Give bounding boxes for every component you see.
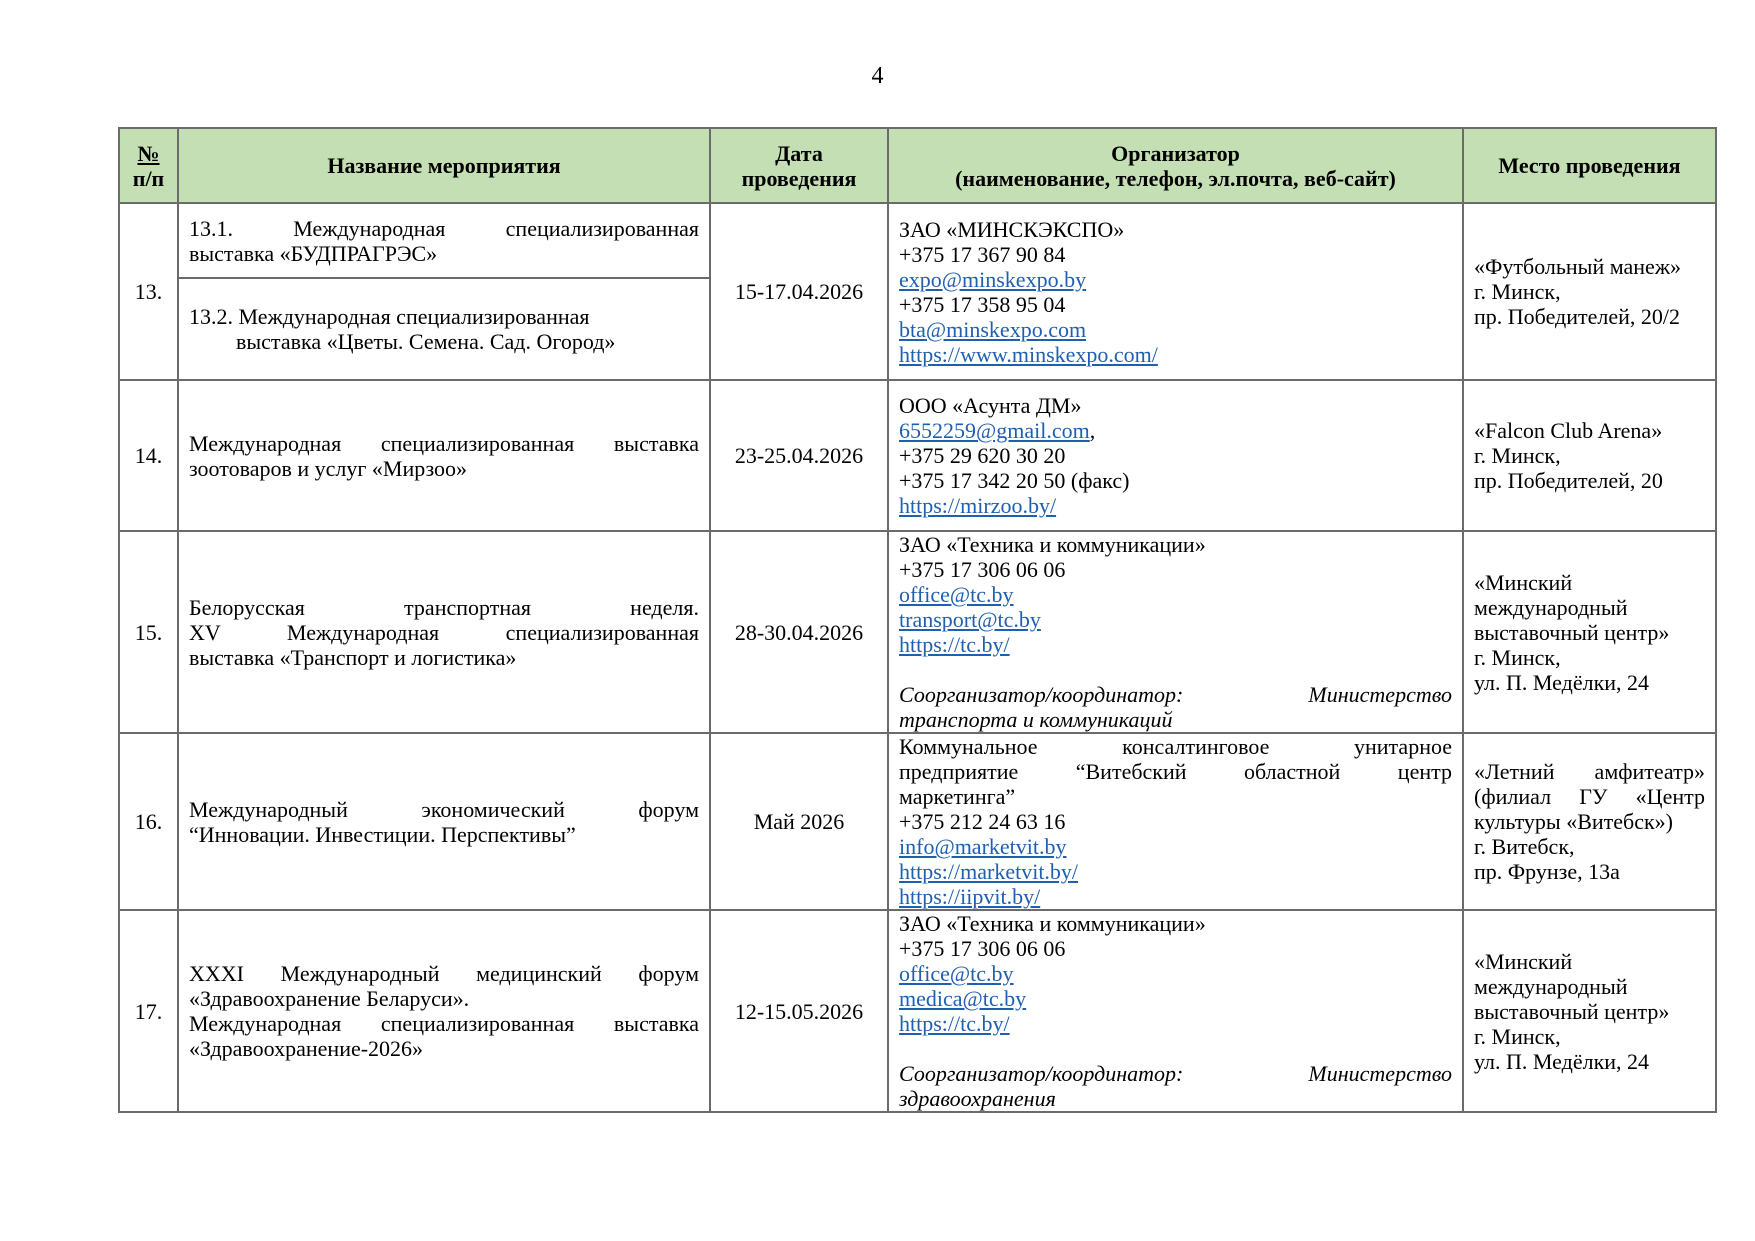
organizer-phone: +375 29 620 30 20 [899, 443, 1066, 468]
header-date-line2: проведения [741, 165, 857, 191]
place-line: «Минский [1474, 948, 1573, 974]
organizer-cell [888, 910, 1463, 1112]
table-row [119, 910, 1716, 1112]
place-line: пр. Фрунзе, 13а [1474, 859, 1620, 884]
table-row [119, 733, 1716, 910]
place-line: «Falcon Club Arena» [1474, 418, 1663, 443]
coorganizer-line: Соорганизатор/координатор: Министерство [899, 682, 1452, 707]
event-name-line: Международная специализированная выставка [189, 430, 699, 456]
event-place [1463, 380, 1716, 531]
page-number: 4 [871, 63, 884, 89]
organizer-email-link[interactable]: expo@minskexpo.by [899, 266, 1087, 292]
organizer-phone: +375 17 306 06 06 [899, 557, 1066, 582]
organizer-email-link[interactable]: medica@tc.by [899, 986, 1027, 1011]
event-name-line: «Здравоохранение Беларуси». [189, 986, 470, 1011]
organizer-email-link[interactable]: transport@tc.by [899, 607, 1041, 632]
header-organizer-line1: Организатор [1111, 140, 1240, 166]
header-num [119, 128, 178, 203]
organizer-phone: +375 17 306 06 06 [899, 936, 1066, 961]
organizer-cell [888, 733, 1463, 910]
organizer-website-link[interactable]: https://tc.by/ [899, 632, 1010, 657]
organizer-cell [888, 380, 1463, 531]
header-organizer [888, 128, 1463, 203]
organizer-name: ЗАО «МИНСКЭКСПО» [899, 216, 1125, 242]
organizer-cell [888, 531, 1463, 733]
place-line: г. Витебск, [1474, 834, 1575, 859]
event-date: 12-15.05.2026 [710, 910, 888, 1112]
place-line: выставочный центр» [1474, 998, 1670, 1024]
row-number: 17. [119, 910, 178, 1112]
table-row [119, 380, 1716, 531]
event-date: Май 2026 [710, 733, 888, 910]
header-name: Название мероприятия [178, 128, 710, 203]
row-number: 16. [119, 733, 178, 910]
header-num-line2: п/п [132, 165, 165, 191]
organizer-name-line: предприятие “Витебский областной центр [899, 759, 1452, 784]
event-name-line: XXXI Международный медицинский форум [189, 961, 699, 986]
organizer-website-link[interactable]: https://marketvit.by/ [899, 859, 1079, 884]
row-number: 15. [119, 531, 178, 733]
event-name [178, 531, 710, 733]
place-line: «Футбольный манеж» [1474, 254, 1682, 279]
organizer-phone: +375 17 367 90 84 [899, 241, 1066, 267]
place-line: г. Минск, [1474, 1023, 1561, 1049]
place-line: международный [1474, 594, 1628, 620]
place-line: международный [1474, 973, 1628, 999]
organizer-website-link[interactable]: https://iipvit.by/ [899, 884, 1041, 909]
organizer-name: ООО «Асунта ДМ» [899, 393, 1082, 418]
coorganizer-line: здравоохранения [899, 1086, 1056, 1111]
organizer-email-link[interactable]: office@tc.by [899, 961, 1014, 986]
event-place [1463, 910, 1716, 1112]
header-organizer-line2: (наименование, телефон, эл.почта, веб-сайт) [955, 165, 1396, 191]
organizer-phone: +375 17 358 95 04 [899, 291, 1066, 317]
table-header-row [119, 128, 1716, 203]
header-date-line1: Дата [775, 140, 823, 166]
event-place [1463, 531, 1716, 733]
event-date: 23-25.04.2026 [710, 380, 888, 531]
organizer-phone: +375 212 24 63 16 [899, 809, 1066, 834]
place-line: выставочный центр» [1474, 619, 1670, 645]
place-line: ул. П. Медёлки, 24 [1474, 669, 1650, 695]
event-date: 28-30.04.2026 [710, 531, 888, 733]
row-number: 14. [119, 380, 178, 531]
event-name-13-1 [189, 216, 699, 266]
header-num-line1: № [137, 140, 160, 166]
organizer-name-line: маркетинга” [899, 784, 1016, 809]
email-comma: , [1089, 418, 1096, 443]
event-name-line: Международный экономический форум [189, 796, 699, 822]
organizer-name-line: Коммунальное консалтинговое унитарное [899, 734, 1452, 759]
organizer-name: ЗАО «Техника и коммуникации» [899, 532, 1206, 557]
table-row [119, 531, 1716, 733]
place-line: «Летний амфитеатр» [1474, 759, 1705, 784]
table-row [119, 203, 1716, 278]
event-name-line: Белорусская транспортная неделя. [189, 594, 699, 620]
event-name-line: выставка «БУДПРАГРЭС» [189, 240, 438, 266]
event-name-line: “Инновации. Инвестиции. Перспективы” [189, 821, 576, 847]
event-name-line: Международная специализированная выставка [189, 1011, 699, 1036]
place-line: пр. Победителей, 20/2 [1474, 304, 1681, 329]
event-name [178, 203, 710, 278]
place-line: ул. П. Медёлки, 24 [1474, 1048, 1650, 1074]
organizer-website-link[interactable]: https://tc.by/ [899, 1011, 1010, 1036]
event-name-line: выставка «Транспорт и логистика» [189, 644, 517, 670]
event-name [178, 278, 710, 380]
event-name-line: 13.2. Международная специализированная [189, 304, 590, 329]
place-line: пр. Победителей, 20 [1474, 468, 1663, 493]
event-name-line: зоотоваров и услуг «Мирзоо» [189, 455, 468, 481]
coorganizer-line: транспорта и коммуникаций [899, 707, 1173, 732]
event-name-line: XV Международная специализированная [189, 619, 699, 645]
event-name-line: «Здравоохранение-2026» [189, 1036, 424, 1061]
event-date: 15-17.04.2026 [710, 203, 888, 380]
event-name-13-2 [189, 304, 699, 354]
organizer-email-link[interactable]: office@tc.by [899, 582, 1014, 607]
place-line: г. Минск, [1474, 644, 1561, 670]
coorganizer-line: Соорганизатор/координатор: Министерство [899, 1061, 1452, 1086]
event-name [178, 910, 710, 1112]
organizer-website-link[interactable]: https://mirzoo.by/ [899, 493, 1057, 518]
header-place: Место проведения [1463, 128, 1716, 203]
organizer-website-link[interactable]: https://www.minskexpo.com/ [899, 341, 1158, 367]
organizer-cell [888, 203, 1463, 380]
event-name [178, 380, 710, 531]
organizer-email-link[interactable]: bta@minskexpo.com [899, 316, 1087, 342]
place-line: культуры «Витебск») [1474, 809, 1673, 834]
place-line: (филиал ГУ «Центр [1474, 784, 1705, 809]
header-date [710, 128, 888, 203]
event-place [1463, 733, 1716, 910]
event-name [178, 733, 710, 910]
organizer-email-link[interactable]: 6552259@gmail.com [899, 418, 1090, 443]
organizer-name: ЗАО «Техника и коммуникации» [899, 911, 1206, 936]
event-place [1463, 203, 1716, 380]
place-line: г. Минск, [1474, 443, 1561, 468]
organizer-fax: +375 17 342 20 50 (факс) [899, 468, 1130, 493]
organizer-email-link[interactable]: info@marketvit.by [899, 834, 1067, 859]
event-name-line: 13.1. Международная специализированная [189, 215, 699, 241]
row-number: 13. [119, 203, 178, 380]
event-name-line: выставка «Цветы. Семена. Сад. Огород» [236, 329, 616, 354]
place-line: «Минский [1474, 569, 1573, 595]
events-table [118, 127, 1717, 1113]
place-line: г. Минск, [1474, 279, 1561, 304]
